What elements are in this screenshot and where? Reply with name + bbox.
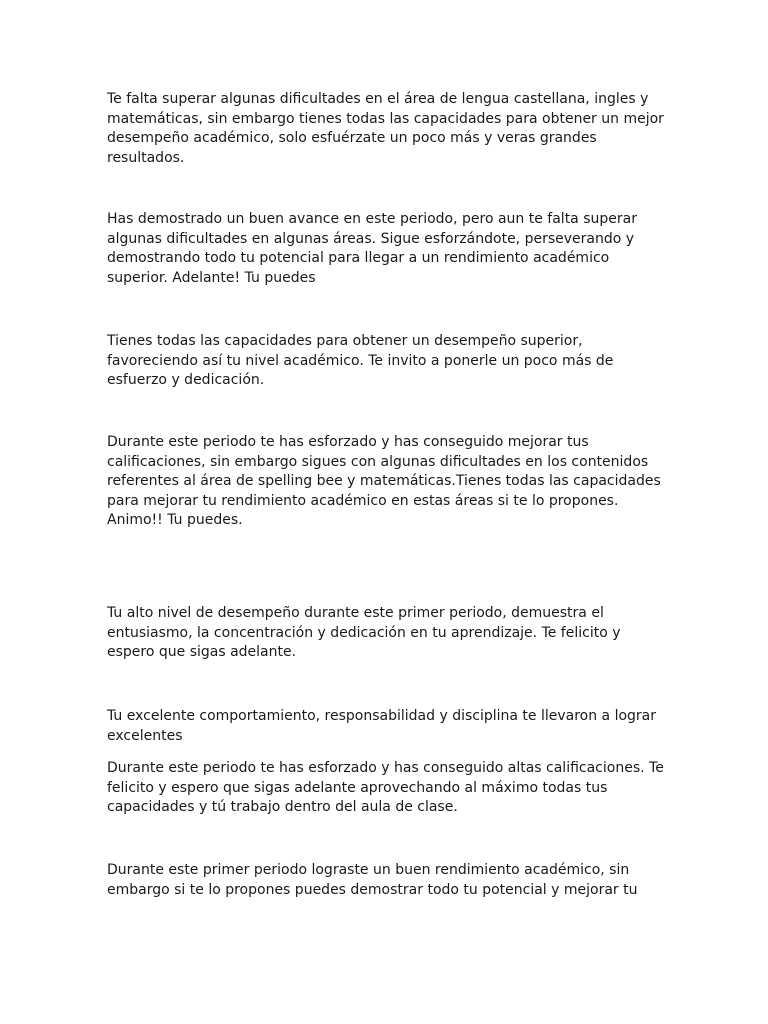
- paragraph-6: Tu excelente comportamiento, responsabilidad y disciplina te llevaron a lograr excelentes: [107, 708, 657, 744]
- paragraph-4: Durante este periodo te has esforzado y has conseguido mejorar tus calificaciones, sin embargo sigues con algunas dificultades en los contenidos referentes al área de spelling bee y matemáticas.Tienes todas las capacidades para mejorar tu rendimiento académico en estas áreas si te lo propones. Animo!! Tu puedes.: [107, 434, 661, 528]
- paragraph-1: Te falta superar algunas dificultades en el área de lengua castellana, ingles y matemáticas, sin embargo tienes todas las capacidades para obtener un mejor desempeño académico, solo esfuérzate un poco más y veras grandes resultados.: [107, 91, 664, 166]
- paragraph-3: Tienes todas las capacidades para obtener un desempeño superior, favoreciendo así tu nivel académico. Te invito a ponerle un poco más de esfuerzo y dedicación.: [107, 333, 614, 388]
- paragraph-8: Durante este primer periodo lograste un buen rendimiento académico, sin embargo si te lo propones puedes demostrar todo tu potencial y mejorar tu: [107, 862, 638, 898]
- paragraph-7: Durante este periodo te has esforzado y has conseguido altas calificaciones. Te felicito y espero que sigas adelante aprovechando al máximo todas tus capacidades y tú trabajo dentro del aula de clase.: [107, 760, 664, 815]
- paragraph-5: Tu alto nivel de desempeño durante este primer periodo, demuestra el entusiasmo, la concentración y dedicación en tu aprendizaje. Te felicito y espero que sigas adelante.: [107, 605, 621, 660]
- paragraph-2: Has demostrado un buen avance en este periodo, pero aun te falta superar algunas dificultades en algunas áreas. Sigue esforzándote, perseverando y demostrando todo tu potencial para llegar a un rendimiento académico superior. Adelante! Tu puedes: [107, 211, 637, 286]
